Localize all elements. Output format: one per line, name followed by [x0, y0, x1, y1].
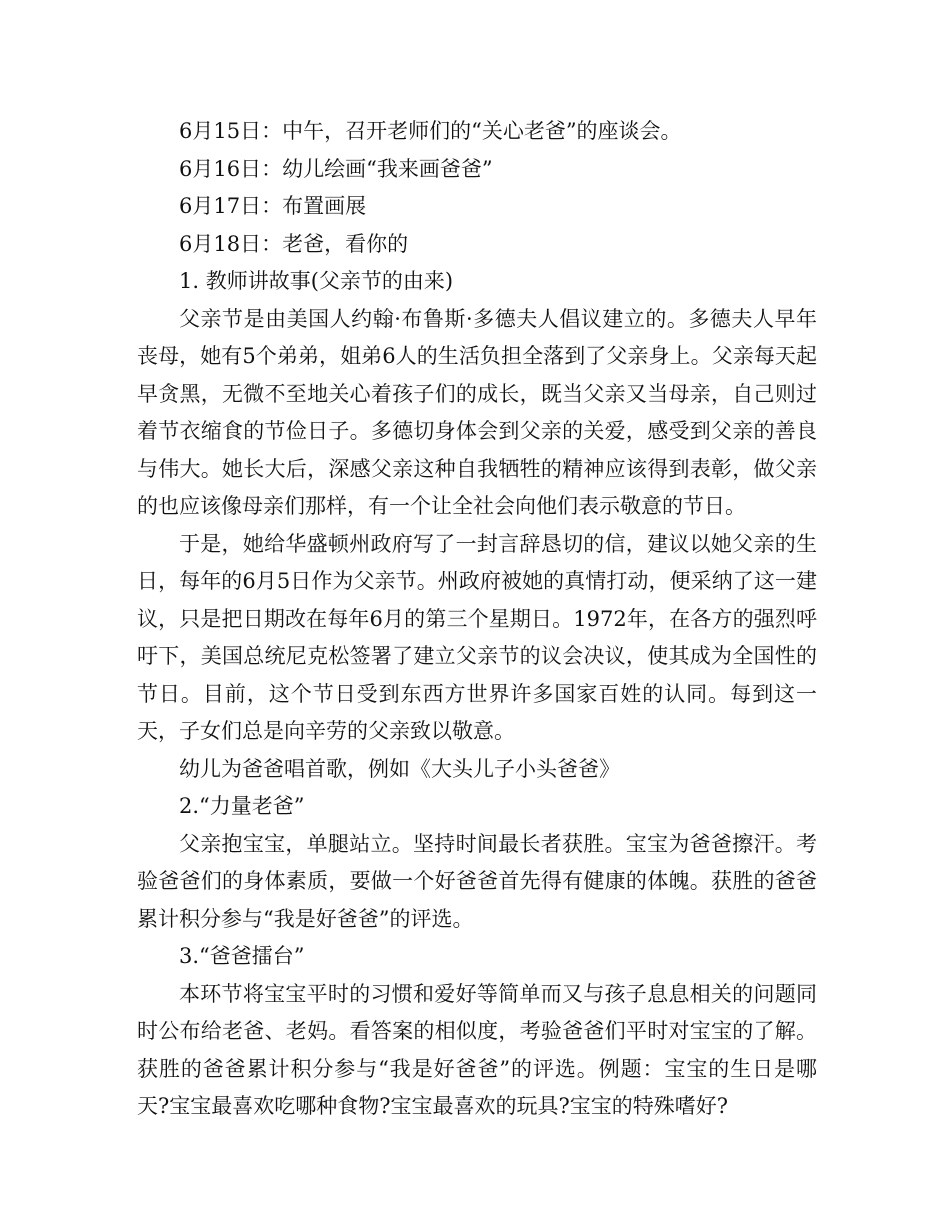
dad-arena-paragraph: 本环节将宝宝平时的习惯和爱好等简单而又与孩子息息相关的问题同时公布给老爸、老妈。看答案的相似度，考验爸爸们平时对宝宝的了解。获胜的爸爸累计积分参与“我是好爸爸”的评选。例题：宝宝的生日是哪天?宝宝最喜欢吃哪种食物?宝宝最喜欢的玩具?宝宝的特殊嗜好?: [137, 981, 817, 1118]
schedule-june-16: 6月16日：幼儿绘画“我来画爸爸”: [179, 156, 493, 181]
story-paragraph-origin: 父亲节是由美国人约翰·布鲁斯·多德夫人倡议建立的。多德夫人早年丧母，她有5个弟弟，姐弟6人的生活负担全落到了父亲身上。父亲每天起早贪黑，无微不至地关心着孩子们的成长，既当父亲又当母亲，自己则过着节衣缩食的节俭日子。多德切身体会到父亲的关爱，感受到父亲的善良与伟大。她长大后，深感父亲这种自我牺牲的精神应该得到表彰，做父亲的也应该像母亲们那样，有一个让全社会向他们表示敬意的节日。: [137, 306, 817, 518]
strength-dad-paragraph: 父亲抱宝宝，单腿站立。坚持时间最长者获胜。宝宝为爸爸擦汗。考验爸爸们的身体素质，要做一个好爸爸首先得有健康的体魄。获胜的爸爸累计积分参与“我是好爸爸”的评选。: [137, 831, 817, 931]
song-paragraph: 幼儿为爸爸唱首歌，例如《大头儿子小头爸爸》: [179, 756, 620, 781]
schedule-june-18: 6月18日：老爸，看你的: [179, 231, 409, 256]
section-heading-dad-arena: 3.“爸爸擂台”: [179, 944, 305, 968]
schedule-june-17: 6月17日：布置画展: [179, 194, 367, 218]
section-heading-story: 1. 教师讲故事(父亲节的由来): [179, 269, 454, 293]
story-paragraph-history: 于是，她给华盛顿州政府写了一封言辞恳切的信，建议以她父亲的生日，每年的6月5日作为父亲节。州政府被她的真情打动，便采纳了这一建议，只是把日期改在每年6月的第三个星期日。1972年，在各方的强烈呼吁下，美国总统尼克松签署了建立父亲节的议会决议，使其成为全国性的节日。目前，这个节日受到东西方世界许多国家百姓的认同。每到这一天，子女们总是向辛劳的父亲致以敬意。: [137, 531, 817, 743]
section-heading-strength-dad: 2.“力量老爸”: [179, 794, 305, 818]
schedule-june-15: 6月15日：中午，召开老师们的“关心老爸”的座谈会。: [179, 119, 682, 143]
document-page: [137, 113, 817, 1126]
